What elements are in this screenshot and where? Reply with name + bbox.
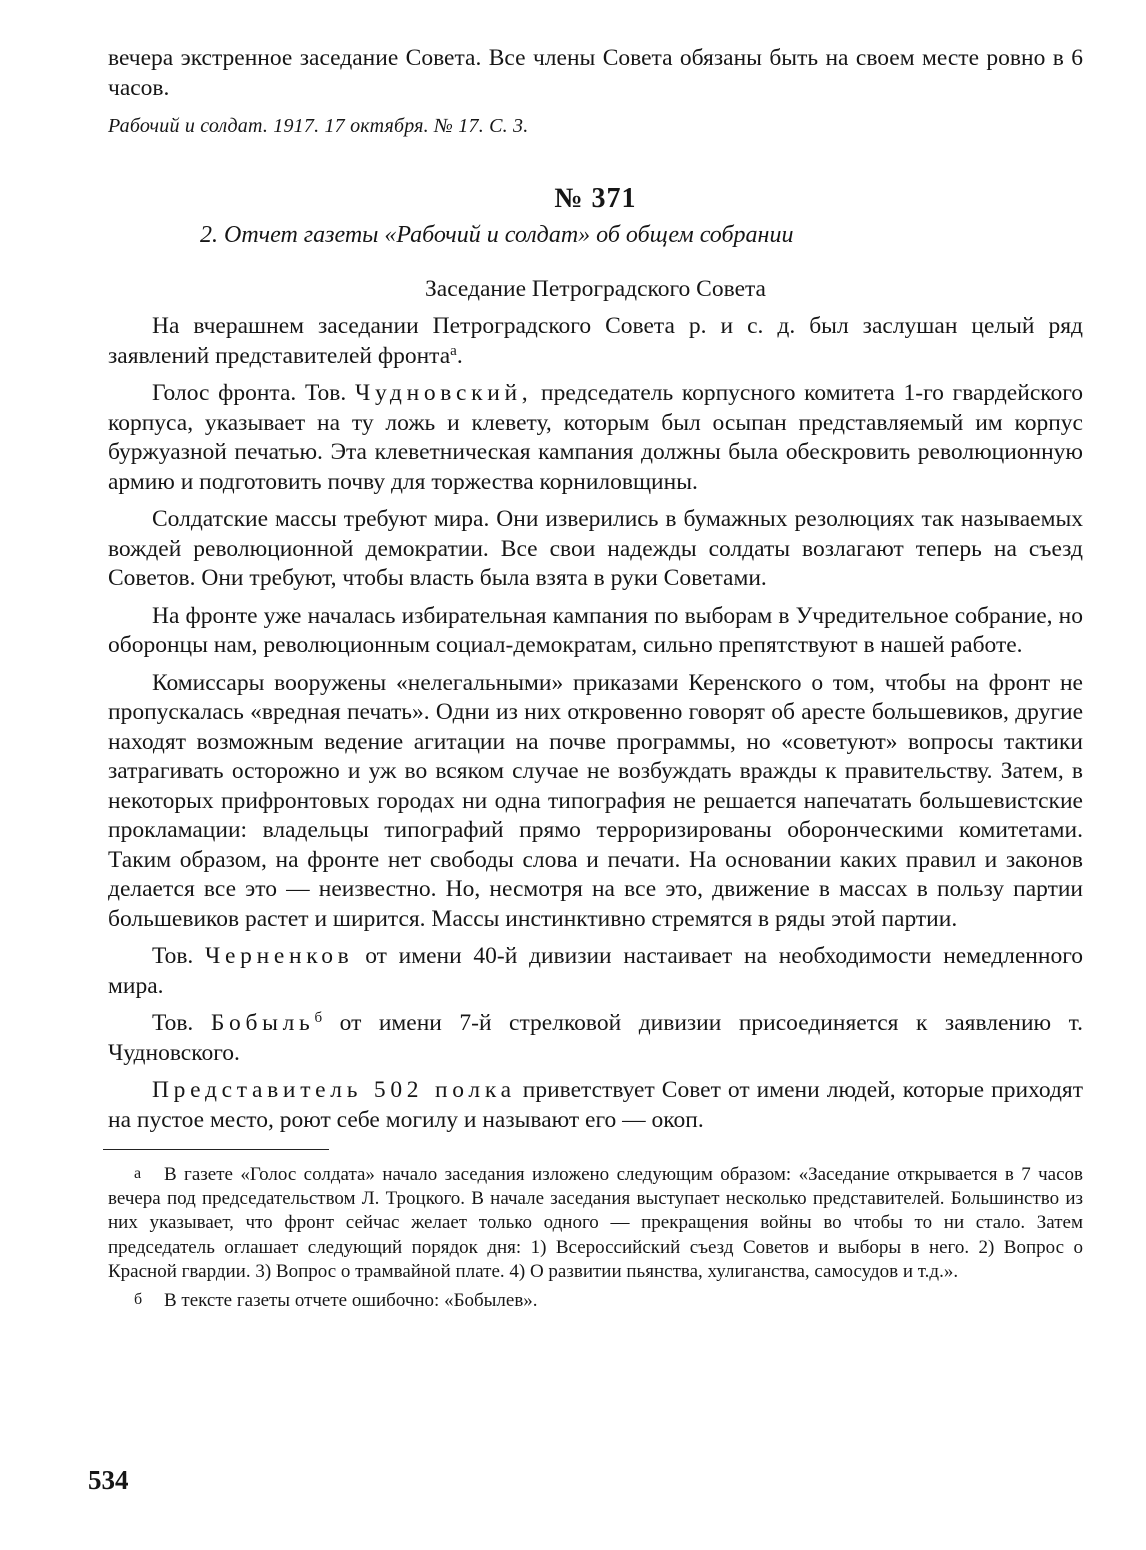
paragraph-1: На вчерашнем заседании Петроградского Совета р. и с. д. был заслушан целый ряд заявлений представителей фронта$^а$. bbox=[108, 313, 1083, 369]
section-title: Заседание Петроградского Совета bbox=[424, 275, 766, 302]
footnote-b: б В тексте газеты отчете ошибочно: «Бобылев». bbox=[108, 1288, 1083, 1313]
speaker-name: Чудновский, bbox=[354, 380, 533, 406]
footnote-a: а В газете «Голос солдата» начало заседания изложено следующим образом: «Заседание открывается в 7 часов вечера под председательством Л. Троцкого. В начале заседания выступает несколько представителей. Большинство из них указывает, что фронт сейчас желает только одного — прекращения войны во чтобы то ни стало. Затем председатель оглашает следующий порядок дня: 1) Всероссийский съезд Советов и выборы в него. 2) Вопрос о Красной гвардии. 3) Вопрос о трамвайной плате. 4) О развитии пьянства, хулиганства, самосудов и т.д.». bbox=[108, 1164, 1083, 1282]
footnote-ref-a: а bbox=[450, 342, 457, 359]
footnote-divider bbox=[103, 1149, 329, 1150]
speaker-name: Представитель 502 полка bbox=[152, 1077, 516, 1103]
continuation-text: вечера экстренное заседание Совета. Все члены Совета обязаны быть на своем месте ровно в 6 часов. bbox=[108, 45, 1083, 101]
document-title: 2. Отчет газеты «Рабочий и солдат» об общем собрании bbox=[200, 222, 794, 248]
paragraph-8: Представитель 502 полка приветствует Совет от имени людей, которые приходят на пустое место, роют себе могилу и называют его — окоп. bbox=[108, 1077, 1083, 1133]
footnote-mark: б bbox=[134, 1291, 143, 1309]
source-citation: Рабочий и солдат. 1917. 17 октября. № 17. С. 3. bbox=[108, 115, 529, 137]
document-number: № 371 bbox=[554, 182, 637, 214]
paragraph-2: Голос фронта. Тов. Чудновский, председатель корпусного комитета 1-го гвардейского корпуса, указывает на ту ложь и клевету, которым был осыпан представляемый им корпус буржуазной печатью. Эта клеветническая кампания должны была обескровить революционную армию и подготовить почву для торжества корниловщины. bbox=[108, 380, 1084, 495]
paragraph-4: На фронте уже началась избирательная кампания по выборам в Учредительное собрание, но оборонцы нам, революционным социал-демократам, сильно препятствуют в нашей работе. bbox=[108, 602, 1083, 658]
page-body bbox=[108, 44, 1083, 1313]
paragraph-6: Тов. Черненков от имени 40-й дивизии настаивает на необходимости немедленного мира. bbox=[108, 943, 1084, 999]
speaker-name: Бобыль bbox=[210, 1010, 315, 1036]
footnote-mark: а bbox=[134, 1165, 142, 1182]
paragraph-7: Тов. Бобыль$^б$ от имени 7-й стрелковой дивизии присоединяется к заявлению т. Чудновского. bbox=[108, 1010, 1083, 1066]
paragraph-3: Солдатские массы требуют мира. Они изверились в бумажных резолюциях так называемых вождей революционной демократии. Все свои надежды солдаты возлагают теперь на съезд Советов. Они требуют, чтобы власть была взята в руки Советами. bbox=[108, 506, 1083, 591]
footnote-ref-b: б bbox=[314, 1010, 323, 1026]
speaker-name: Черненков bbox=[205, 943, 354, 969]
paragraph-5: Комиссары вооружены «нелегальными» приказами Керенского о том, чтобы на фронт не пропускалась «вредная печать». Одни из них откровенно говорят об аресте большевиков, другие находят возможным ведение агитации на почве программы, но «советуют» вопросы тактики затрагивать осторожно и уж во всяком случае не возбуждать вражды к правительству. Затем, в некоторых прифронтовых городах ни одна типография не решается напечатать большевистские прокламации: владельцы типографий прямо терроризированы оборонческими комитетами. Таким образом, на фронте нет свободы слова и печати. На основании каких правил и законов делается все это — неизвестно. Но, несмотря на все это, движение в массах в пользу партии большевиков растет и ширится. Массы инстинктивно стремятся в ряды этой партии. bbox=[108, 669, 1083, 932]
page-number: 534 bbox=[88, 1465, 129, 1495]
